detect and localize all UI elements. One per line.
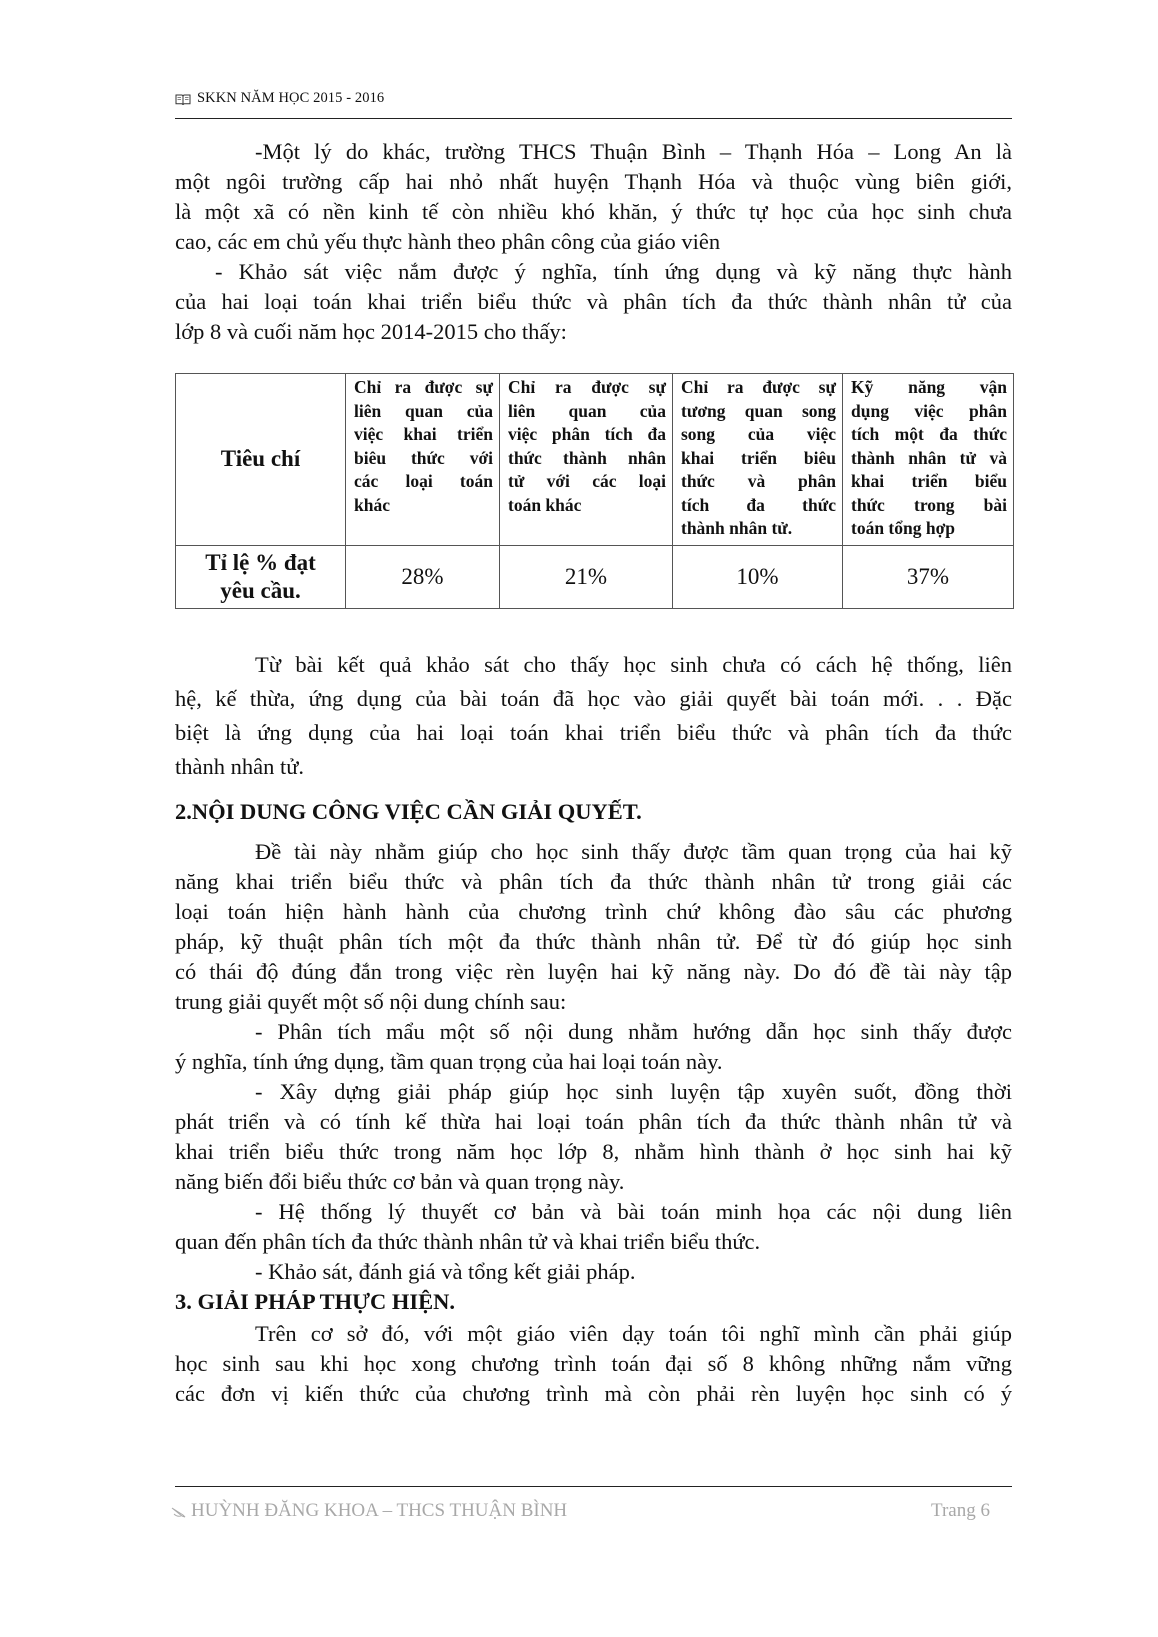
text-line: Đề tài này nhằm giúp cho học sinh thấy được tầm quan trọng của hai kỹ [255, 839, 1012, 864]
column-header [843, 374, 1014, 546]
text-line: ý nghĩa, tính ứng dụng, tầm quan trọng của hai loại toán này. [175, 1049, 723, 1074]
section-2-paragraph [175, 837, 1012, 1017]
header-line: tích đa thức [681, 494, 836, 515]
section-2-heading: 2.NỘI DUNG CÔNG VIỆC CẦN GIẢI QUYẾT. [175, 799, 642, 824]
rate-value: 21% [500, 545, 673, 608]
page-number: Trang 6 [931, 1500, 990, 1521]
header-line: tương quan song [681, 400, 836, 421]
header-line: thức trong bài [851, 494, 1007, 515]
header-line: biêu thức với [354, 447, 493, 468]
text-line: - Khảo sát, đánh giá và tổng kết giải pháp. [255, 1259, 636, 1284]
text-line: của hai loại toán khai triển biểu thức và phân tích đa thức thành nhân tử của [175, 289, 1012, 314]
section-3-paragraph [175, 1319, 1012, 1409]
page-footer [175, 1486, 1012, 1527]
criteria-header: Tiêu chí [176, 374, 346, 546]
header-title: SKKN NĂM HỌC 2015 - 2016 [197, 90, 385, 106]
text-line: Trên cơ sở đó, với một giáo viên dạy toán tôi nghĩ mình cần phải giúp [255, 1321, 1012, 1346]
text-line: cao, các em chủ yếu thực hành theo phân công của giáo viên [175, 229, 721, 254]
section-3-heading: 3. GIẢI PHÁP THỰC HIỆN. [175, 1289, 456, 1314]
rate-value: 28% [346, 545, 500, 608]
text-line: một ngôi trường cấp hai nhỏ nhất huyện Thạnh Hóa và thuộc vùng biên giới, [175, 169, 1012, 194]
text-line: lớp 8 và cuối năm học 2014-2015 cho thấy: [175, 319, 567, 344]
text-line: phát triển và có tính kế thừa hai loại toán phân tích đa thức thành nhân tử và [175, 1109, 1012, 1134]
page-header [175, 88, 1012, 119]
column-header [346, 374, 500, 546]
text-line: năng khai triển biểu thức và phân tích đa thức thành nhân tử trong giải các [175, 869, 1012, 894]
header-line: khác [354, 494, 390, 515]
open-book-icon [175, 94, 191, 106]
text-line: pháp, kỹ thuật phân tích một đa thức thành nhân tử. Để từ đó giúp học sinh [175, 929, 1012, 954]
header-line: Chỉ ra được sự [354, 377, 493, 397]
text-line: - Xây dựng giải pháp giúp học sinh luyện tập xuyên suốt, đồng thời [255, 1079, 1012, 1104]
text-line: năng biến đổi biểu thức cơ bản và quan trọng này. [175, 1169, 625, 1194]
section-2-bullet-4 [175, 1257, 1012, 1287]
survey-table [175, 373, 1014, 609]
header-line: các loại toán [354, 471, 493, 491]
header-line: Kỹ năng vận [851, 377, 1007, 397]
text-line: - Khảo sát việc nắm được ý nghĩa, tính ứng dụng và kỹ năng thực hành [215, 259, 1012, 284]
conclusion-paragraph [175, 648, 1012, 784]
text-line: là một xã có nền kinh tế còn nhiều khó khăn, ý thức tự học của học sinh chưa [175, 199, 1012, 224]
text-line: có thái độ đúng đắn trong việc rèn luyện hai kỹ năng này. Do đó đề tài này tập [175, 959, 1012, 984]
header-line: liên quan của [354, 400, 493, 421]
header-line: thành nhân tử và [851, 447, 1007, 468]
table-header-row [176, 374, 1014, 546]
header-line: việc khai triển [354, 424, 493, 444]
rate-label-line: yêu cầu. [220, 577, 301, 603]
rate-label-line: Tỉ lệ % đạt [205, 549, 316, 575]
header-line: thức và phân [681, 471, 836, 491]
intro-paragraph-2 [175, 257, 1012, 347]
text-line: hệ, kế thừa, ứng dụng của bài toán đã học vào giải quyết bài toán mới. . . Đặc [175, 686, 1012, 711]
header-line: khai triển biểu [851, 471, 1007, 491]
header-line: liên quan của [508, 400, 666, 421]
header-line: việc phân tích đa [508, 424, 666, 444]
footer-author [171, 1500, 567, 1522]
header-line: thành nhân tử. [681, 518, 793, 538]
text-line: -Một lý do khác, trường THCS Thuận Bình – Thạnh Hóa – Long An là [255, 139, 1012, 164]
header-line: Chỉ ra được sự [508, 377, 666, 397]
text-line: học sinh sau khi học xong chương trình toán đại số 8 không những nắm vững [175, 1351, 1012, 1376]
section-2-bullet-1 [175, 1017, 1012, 1077]
text-line: - Hệ thống lý thuyết cơ bản và bài toán minh họa các nội dung liên [255, 1199, 1012, 1224]
text-line: trung giải quyết một số nội dung chính sau: [175, 989, 567, 1014]
rate-label [176, 545, 346, 608]
rate-value: 10% [673, 545, 843, 608]
header-line: tử với các loại [508, 471, 666, 491]
intro-paragraph-1 [175, 137, 1012, 257]
pen-nib-icon [171, 1506, 187, 1518]
text-line: các đơn vị kiến thức của chương trình mà còn phải rèn luyện học sinh có ý [175, 1381, 1012, 1406]
header-line: Chỉ ra được sự [681, 377, 836, 397]
column-header [500, 374, 673, 546]
section-2-bullet-3 [175, 1197, 1012, 1257]
header-line: toán tổng hợp [851, 518, 956, 538]
footer-author-text: HUỲNH ĐĂNG KHOA – THCS THUẬN BÌNH [191, 1500, 568, 1521]
text-line: Từ bài kết quả khảo sát cho thấy học sinh chưa có cách hệ thống, liên [255, 652, 1012, 677]
text-line: loại toán hiện hành hành của chương trình chứ không đào sâu các phương [175, 899, 1012, 924]
header-line: song của việc [681, 424, 836, 444]
text-line: quan đến phân tích đa thức thành nhân tử và khai triển biểu thức. [175, 1229, 761, 1254]
text-line: - Phân tích mẩu một số nội dung nhằm hướng dẫn học sinh thấy được [255, 1019, 1012, 1044]
header-line: thức thành nhân [508, 447, 666, 468]
header-line: toán khác [508, 494, 582, 515]
column-header [673, 374, 843, 546]
section-2-bullet-2 [175, 1077, 1012, 1197]
table-row [176, 545, 1014, 608]
rate-value: 37% [843, 545, 1014, 608]
header-line: dụng việc phân [851, 400, 1007, 421]
text-line: biệt là ứng dụng của hai loại toán khai triển biểu thức và phân tích đa thức [175, 720, 1012, 745]
text-line: khai triển biểu thức trong năm học lớp 8, nhằm hình thành ở học sinh hai kỹ [175, 1139, 1012, 1164]
header-line: khai triển biêu [681, 447, 836, 468]
header-line: tích một đa thức [851, 424, 1007, 444]
text-line: thành nhân tử. [175, 754, 305, 779]
